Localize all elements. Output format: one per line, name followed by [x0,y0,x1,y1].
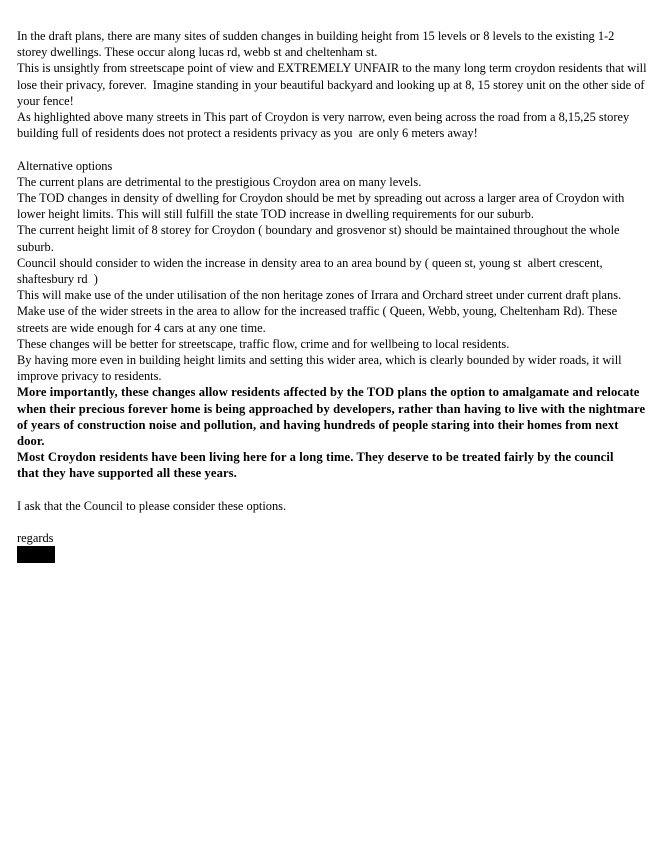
paragraph-privacy-unfair: This is unsightly from streetscape point of view and EXTREMELY UNFAIR to the many long term croydon residents that will lose their privacy, forever. Imagine standing in your beautiful backyard and looking up at 8, 15 storey unit on the other side of your fence! [17,61,650,108]
alternative-item: The current plans are detrimental to the prestigious Croydon area on many levels. [17,174,422,189]
bold-statement-residents: Most Croydon residents have been living here for a long time. They deserve to be treated fairly by the council [17,450,614,465]
closing-request: I ask that the Council to please consider these options. [17,498,287,513]
alternatives-heading: Alternative options [17,158,113,173]
alternative-item: Make use of the wider streets in the area to allow for the increased traffic ( Queen, Webb, young, Cheltenham Rd). These streets are wide enough for 4 cars at any one time. [17,304,621,335]
alternative-item: This will make use of the under utilisation of the non heritage zones of Irrara and Orchard street under current draft plans. [17,288,622,303]
alternative-item: The TOD changes in density of dwelling for Croydon should be met by spreading out across a larger area of Croydon with lower height limits. This will still fulfill the state TOD increase in dwelling requirements for our suburb. [17,191,628,222]
alternative-item: Council should consider to widen the increase in density area to an area bound by ( queen st, young st albert crescent, shaftesbury rd ) [17,255,606,287]
document-page [17,28,650,563]
bold-statement-relocate: More importantly, these changes allow residents affected by the TOD plans the option to amalgamate and relocate when their precious forever home is being approached by developers, rather than having to live with the nightmare of years of construction noise and pollution, and having hundreds of people staring into their homes from next door. [17,385,649,449]
spacer [17,482,647,498]
paragraph-narrow-streets: As highlighted above many streets in This part of Croydon is very narrow, even being across the road from a 8,15,25 storey building full of residents does not protect a residents privacy as you are only 6 meters away! [17,110,633,141]
signoff-regards: regards [17,531,54,546]
alternative-item: The current height limit of 8 storey for Croydon ( boundary and grosvenor st) should be maintained throughout the whole suburb. [17,223,623,254]
alternative-item: These changes will be better for streetscape, traffic flow, crime and for wellbeing to local residents. [17,336,510,351]
spacer [17,141,647,157]
redacted-signature-block [17,546,55,563]
bold-statement-supported: that they have supported all these years. [17,466,237,481]
spacer [17,514,647,530]
paragraph-height-changes: In the draft plans, there are many sites of sudden changes in building height from 15 levels or 8 levels to the existing 1-2 storey dwellings. These occur along lucas rd, webb st and cheltenham st. [17,29,618,60]
alternative-item: By having more even in building height limits and setting this wider area, which is clearly bounded by wider roads, it will improve privacy to residents. [17,353,625,384]
